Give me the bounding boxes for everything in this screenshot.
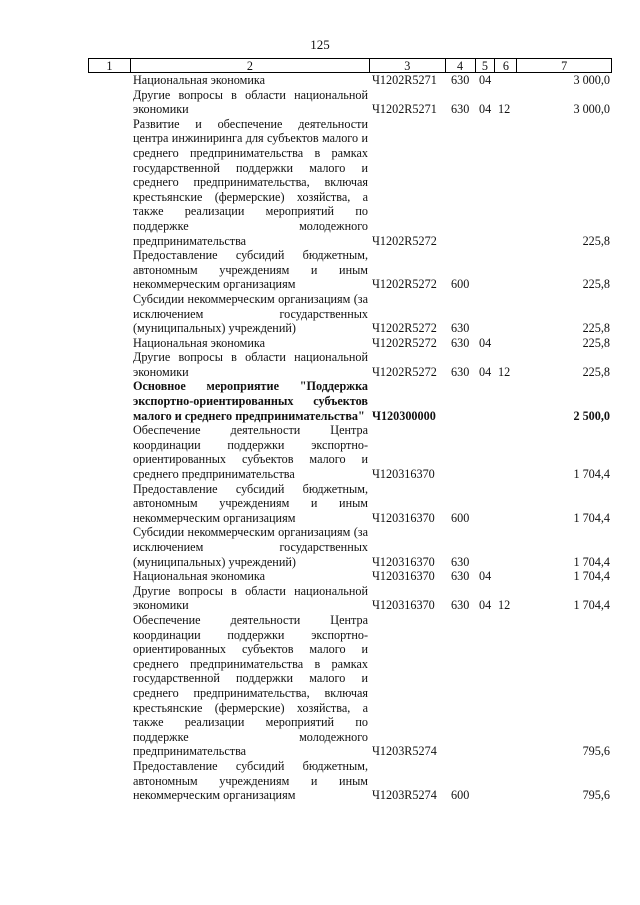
- header-col-5: 5: [476, 59, 496, 72]
- table-row: [88, 292, 612, 336]
- table-row: [88, 73, 612, 88]
- table-row: [88, 336, 612, 351]
- row-col-4: 630: [451, 321, 470, 336]
- row-amount: 225,8: [582, 233, 610, 248]
- table-row: [88, 584, 612, 613]
- row-code: Ч120316370: [372, 598, 435, 613]
- row-name: Предоставление субсидий бюджетным, автономным учреждениям и иным некоммерческим организациям: [133, 758, 368, 803]
- row-col-4: 630: [451, 102, 470, 117]
- row-amount: 795,6: [582, 788, 610, 803]
- row-col-4: 600: [451, 277, 470, 292]
- table-row: [88, 613, 612, 759]
- table-row: [88, 569, 612, 584]
- row-name: Предоставление субсидий бюджетным, автономным учреждениям и иным некоммерческим организациям: [133, 248, 368, 292]
- table-row: [88, 350, 612, 379]
- page-number: 125: [310, 37, 330, 52]
- row-col-5: 04: [479, 364, 492, 379]
- row-code: Ч1202R5272: [372, 364, 437, 379]
- row-name: Другие вопросы в области национальной экономики: [133, 583, 368, 613]
- table-row: [88, 759, 612, 803]
- budget-table: [88, 58, 612, 803]
- row-name: Субсидии некоммерческим организациям (за исключением государственных (муниципальных) учреждений): [133, 291, 368, 336]
- row-col-4: 630: [451, 554, 470, 569]
- row-col-5: 04: [479, 102, 492, 117]
- header-col-4: 4: [446, 59, 476, 72]
- row-name: Субсидии некоммерческим организациям (за исключением государственных (муниципальных) учреждений): [133, 525, 368, 569]
- row-amount: 795,6: [582, 744, 610, 759]
- row-name: Предоставление субсидий бюджетным, автономным учреждениям и иным некоммерческим организациям: [133, 481, 368, 525]
- row-col-5: 04: [479, 335, 492, 350]
- row-amount: 3 000,0: [573, 73, 610, 87]
- row-amount: 2 500,0: [573, 408, 610, 423]
- row-name: Национальная экономика: [133, 335, 266, 350]
- header-col-7: 7: [561, 59, 568, 73]
- row-code: Ч1202R5272: [372, 335, 437, 350]
- row-code: Ч120316370: [372, 554, 435, 569]
- row-code: Ч1202R5271: [372, 73, 437, 87]
- table-row: [88, 423, 612, 481]
- row-name: Национальная экономика: [133, 569, 266, 584]
- row-code: Ч120300000: [372, 408, 436, 423]
- row-code: Ч120316370: [372, 510, 435, 525]
- header-col-2: 2: [131, 59, 370, 72]
- row-name: Основное мероприятие "Поддержка экспортно-ориентированных субъектов малого и среднего предпринимательства": [133, 379, 368, 423]
- row-code: Ч1202R5272: [372, 277, 437, 292]
- row-code: Ч1203R5274: [372, 788, 437, 803]
- row-amount: 225,8: [582, 321, 610, 336]
- row-amount: 1 704,4: [573, 569, 610, 584]
- row-code: Ч1202R5272: [372, 233, 437, 248]
- row-col-5: 04: [479, 598, 492, 613]
- row-code: Ч1203R5274: [372, 744, 437, 759]
- table-row: [88, 117, 612, 248]
- table-header: [88, 58, 612, 73]
- row-col-5: 04: [479, 569, 492, 584]
- row-col-4: 600: [451, 510, 470, 525]
- row-name: Другие вопросы в области национальной экономики: [133, 350, 368, 379]
- row-col-4: 630: [451, 569, 470, 584]
- row-amount: 1 704,4: [573, 467, 610, 482]
- table-row: [88, 379, 612, 423]
- row-col-6: 12: [498, 102, 511, 117]
- row-code: Ч120316370: [372, 467, 435, 482]
- table-row: [88, 248, 612, 292]
- header-col-6: 6: [495, 59, 517, 72]
- row-amount: 3 000,0: [573, 102, 610, 117]
- row-code: Ч1202R5271: [372, 102, 437, 117]
- table-body: [88, 73, 612, 803]
- row-col-4: 630: [451, 364, 470, 379]
- row-amount: 225,8: [582, 364, 610, 379]
- row-name: Обеспечение деятельности Центра координации поддержки экспортно-ориентированных субъектов малого и среднего предпринимательства: [133, 423, 368, 482]
- row-name: Национальная экономика: [133, 73, 266, 87]
- row-amount: 225,8: [582, 335, 610, 350]
- row-amount: 1 704,4: [573, 554, 610, 569]
- row-name: Развитие и обеспечение деятельности центра инжиниринга для субъектов малого и среднего предпринимательства в рамках государственной поддержки малого и среднего предпринимательства, включая крестьянские (фермерские) хозяйства, а также реализации мероприятий по поддержке молодежного предпринимательства: [133, 116, 368, 248]
- row-amount: 1 704,4: [573, 598, 610, 613]
- row-col-4: 630: [451, 598, 470, 613]
- row-col-4: 630: [451, 73, 470, 87]
- row-col-4: 630: [451, 335, 470, 350]
- table-row: [88, 525, 612, 569]
- row-code: Ч1202R5272: [372, 321, 437, 336]
- row-name: Другие вопросы в области национальной экономики: [133, 87, 368, 117]
- header-col-3: 3: [370, 59, 446, 72]
- row-amount: 225,8: [582, 277, 610, 292]
- row-amount: 1 704,4: [573, 510, 610, 525]
- row-code: Ч120316370: [372, 569, 435, 584]
- table-row: [88, 88, 612, 117]
- row-name: Обеспечение деятельности Центра координации поддержки экспортно-ориентированных субъектов малого и среднего предпринимательства в рамках государственной поддержки малого и среднего предпринимательства, включая крестьянские (фермерские) хозяйства, а также реализации мероприятий по поддержке молодежного предпринимательства: [133, 612, 368, 759]
- row-col-6: 12: [498, 598, 511, 613]
- header-col-1: 1: [89, 59, 131, 72]
- row-col-6: 12: [498, 364, 511, 379]
- row-col-4: 600: [451, 788, 470, 803]
- row-col-5: 04: [479, 73, 492, 87]
- table-row: [88, 482, 612, 526]
